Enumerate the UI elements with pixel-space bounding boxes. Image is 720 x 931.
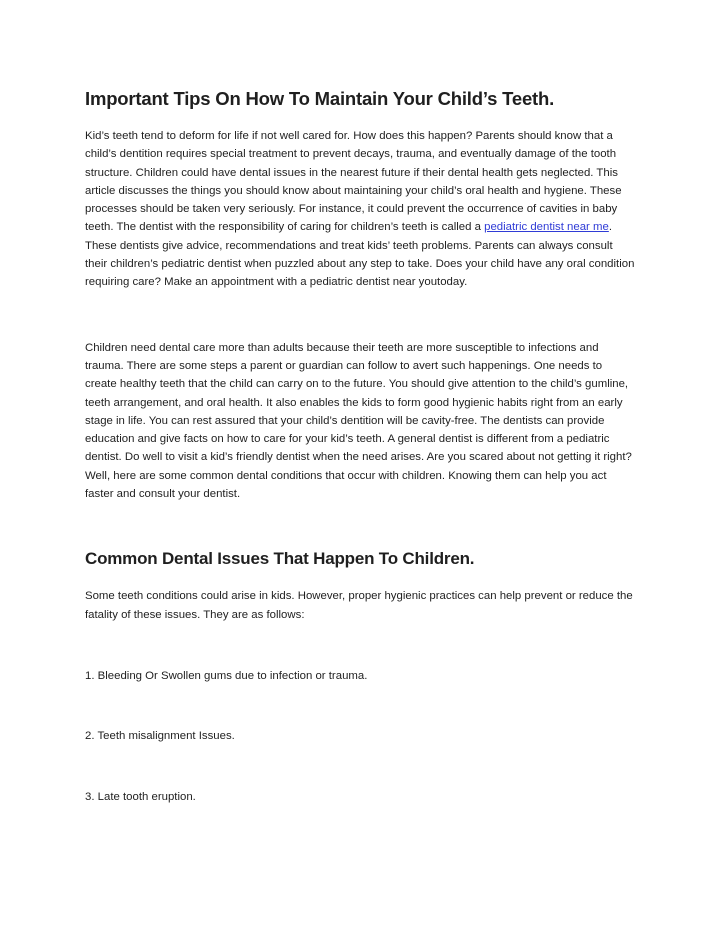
article-body [85,86,635,806]
body-paragraph-2: Children need dental care more than adults because their teeth are more susceptible to infections and trauma. There are some steps a parent or guardian can follow to avert such happenings. One needs to create healthy teeth that the child can carry on to the future. You should give attention to the child’s gumline, teeth arrangement, and oral health. It also enables the kids to form good hygienic habits right from an early stage in life. You can rest assured that your child’s dentition will be cavity-free. The dentists can provide education and give facts on how to care for your kid’s teeth. A general dentist is different from a pediatric dentist. Do well to visit a kid’s friendly dentist when the need arises. Are you scared about not getting it right? Well, here are some common dental conditions that occur with children. Knowing them can help you act faster and consult your dentist. [85,341,632,501]
issue-item-1: 1. Bleeding Or Swollen gums due to infection or trauma. [85,669,368,682]
issue-item-2: 2. Teeth misalignment Issues. [85,730,235,743]
article-title: Important Tips On How To Maintain Your Child’s Teeth. [85,88,555,109]
intro-text-before-link: Kid’s teeth tend to deform for life if not well cared for. How does this happen? Parents should know that a child’s dentition requires special treatment to prevent decays, trauma, and eventually damage of the tooth structure. Children could have dental issues in the nearest future if their dental health gets neglected. This article discusses the things you should know about maintaining your child’s oral health and hygiene. These processes should be taken very seriously. For instance, it could prevent the occurrence of cavities in baby teeth. The dentist with the responsibility of caring for children’s teeth is called a [85,130,622,234]
pediatric-dentist-link[interactable]: pediatric dentist near me [484,221,609,234]
issue-item-3: 3. Late tooth eruption. [85,790,196,803]
intro-paragraph [85,127,635,292]
section-heading: Common Dental Issues That Happen To Children. [85,549,475,569]
section-intro-paragraph: Some teeth conditions could arise in kids. However, proper hygienic practices can help prevent or reduce the fatality of these issues. They are as follows: [85,590,633,621]
intro-text-after-link: . These dentists give advice, recommendations and treat kids’ teeth problems. Parents can always consult their children’s pediatric dentist when puzzled about any step to take. Does your child have any oral condition requiring care? Make an appointment with a pediatric dentist near youtoday. [85,221,635,289]
